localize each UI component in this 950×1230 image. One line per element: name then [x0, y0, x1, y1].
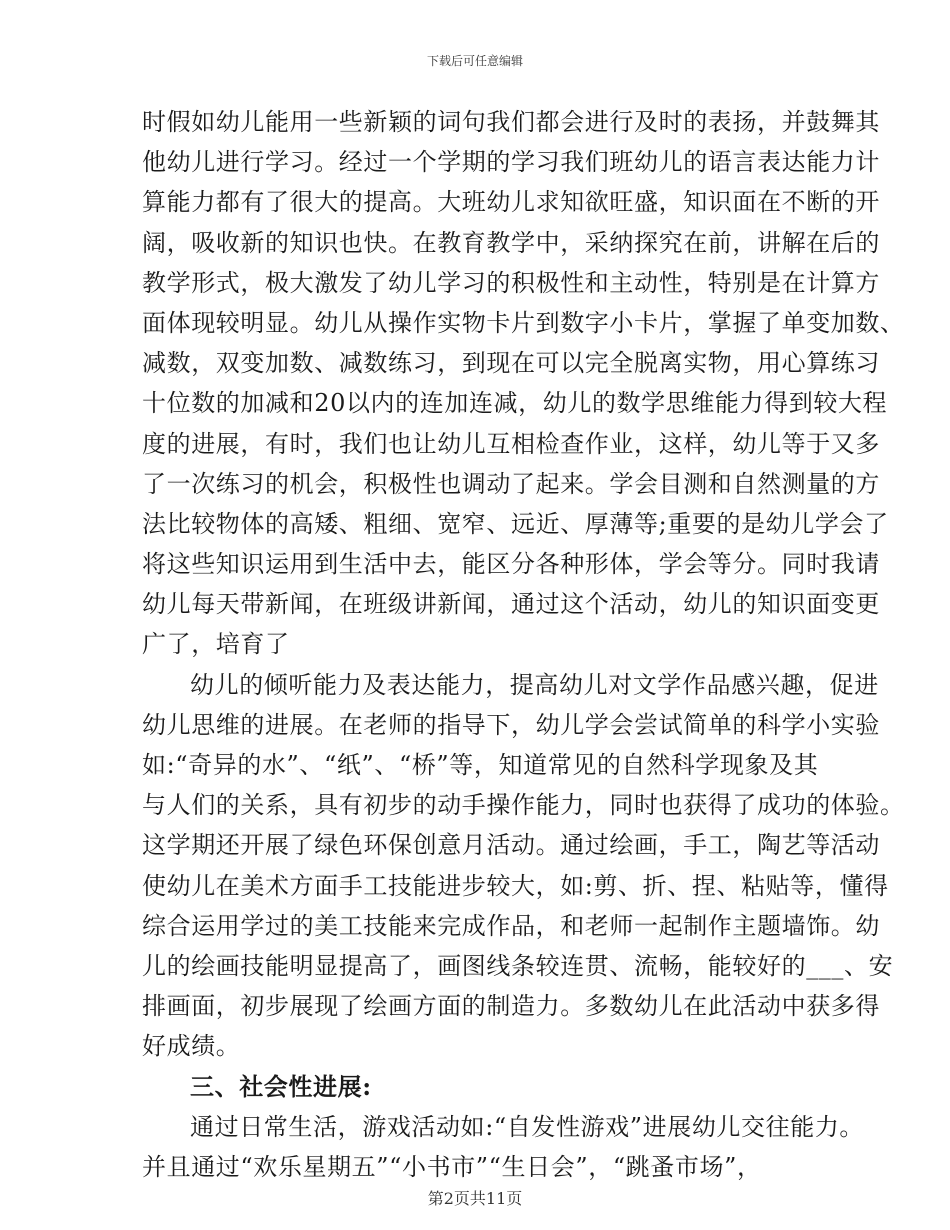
- text-line: 广了，培育了: [142, 630, 290, 659]
- text-line: 与人们的关系，具有初步的动手操作能力，同时也获得了成功的体验。: [142, 791, 905, 820]
- text-line: 幼儿的倾听能力及表达能力，提高幼儿对文学作品感兴趣，促进: [190, 670, 879, 699]
- page-footer: 第2页共11页: [427, 1189, 523, 1208]
- text-line: 幼儿每天带新闻，在班级讲新闻，通过这个活动，幼儿的知识面变更: [142, 590, 880, 619]
- text-line: 他幼儿进行学习。经过一个学期的学习我们班幼儿的语言表达能力计: [142, 148, 880, 177]
- text-line: 十位数的加减和20以内的连加连减，幼儿的数学思维能力得到较大程: [142, 389, 888, 418]
- text-line: 减数，双变加数、减数练习，到现在可以完全脱离实物，用心算练习: [142, 349, 880, 378]
- text-line: 阔，吸收新的知识也快。在教育教学中，采纳探究在前，讲解在后的: [142, 228, 880, 257]
- text-line: 时假如幼儿能用一些新颖的词句我们都会进行及时的表扬，并鼓舞其: [142, 108, 880, 136]
- text-line: 面体现较明显。幼儿从操作实物卡片到数字小卡片，掌握了单变加数、: [142, 308, 905, 337]
- text-line: 使幼儿在美术方面手工技能进步较大，如:剪、折、捏、粘贴等，懂得: [142, 871, 889, 900]
- text-line: 儿的绘画技能明显提高了，画图线条较连贯、流畅，能较好的___、安: [142, 951, 894, 980]
- text-line: 教学形式，极大激发了幼儿学习的积极性和主动性，特别是在计算方: [142, 268, 880, 297]
- text-line: 如:“奇异的水”、“纸”、“桥”等，知道常见的自然科学现象及其: [142, 751, 819, 779]
- text-line: 了一次练习的机会，积极性也调动了起来。学会目测和自然测量的方: [142, 469, 880, 498]
- text-line: 并且通过“欢乐星期五”“小书市”“生日会”，“跳蚤市场”，: [142, 1152, 762, 1181]
- text-line: 排画面，初步展现了绘画方面的制造力。多数幼儿在此活动中获多得: [142, 992, 880, 1021]
- text-line: 度的进展，有时，我们也让幼儿互相检查作业，这样，幼儿等于又多: [142, 429, 880, 458]
- text-line: 将这些知识运用到生活中去，能区分各种形体，学会等分。同时我请: [142, 550, 880, 579]
- section-heading: 三、社会性进展:: [190, 1071, 372, 1101]
- page-header: 下载后可任意编辑: [426, 54, 523, 68]
- text-line: 法比较物体的高矮、粗细、宽窄、远近、厚薄等;重要的是幼儿学会了: [142, 509, 889, 538]
- text-line: 算能力都有了很大的提高。大班幼儿求知欲旺盛，知识面在不断的开: [142, 188, 880, 217]
- text-line: 这学期还开展了绿色环保创意月活动。通过绘画，手工，陶艺等活动: [142, 831, 880, 860]
- text-line: 综合运用学过的美工技能来完成作品，和老师一起制作主题墙饰。幼: [142, 911, 880, 940]
- document-body: [142, 102, 905, 1187]
- text-line: 通过日常生活，游戏活动如:“自发性游戏”进展幼儿交往能力。: [190, 1112, 865, 1141]
- text-line: 幼儿思维的进展。在老师的指导下，幼儿学会尝试简单的科学小实验: [142, 710, 880, 739]
- text-line: 好成绩。: [142, 1032, 241, 1061]
